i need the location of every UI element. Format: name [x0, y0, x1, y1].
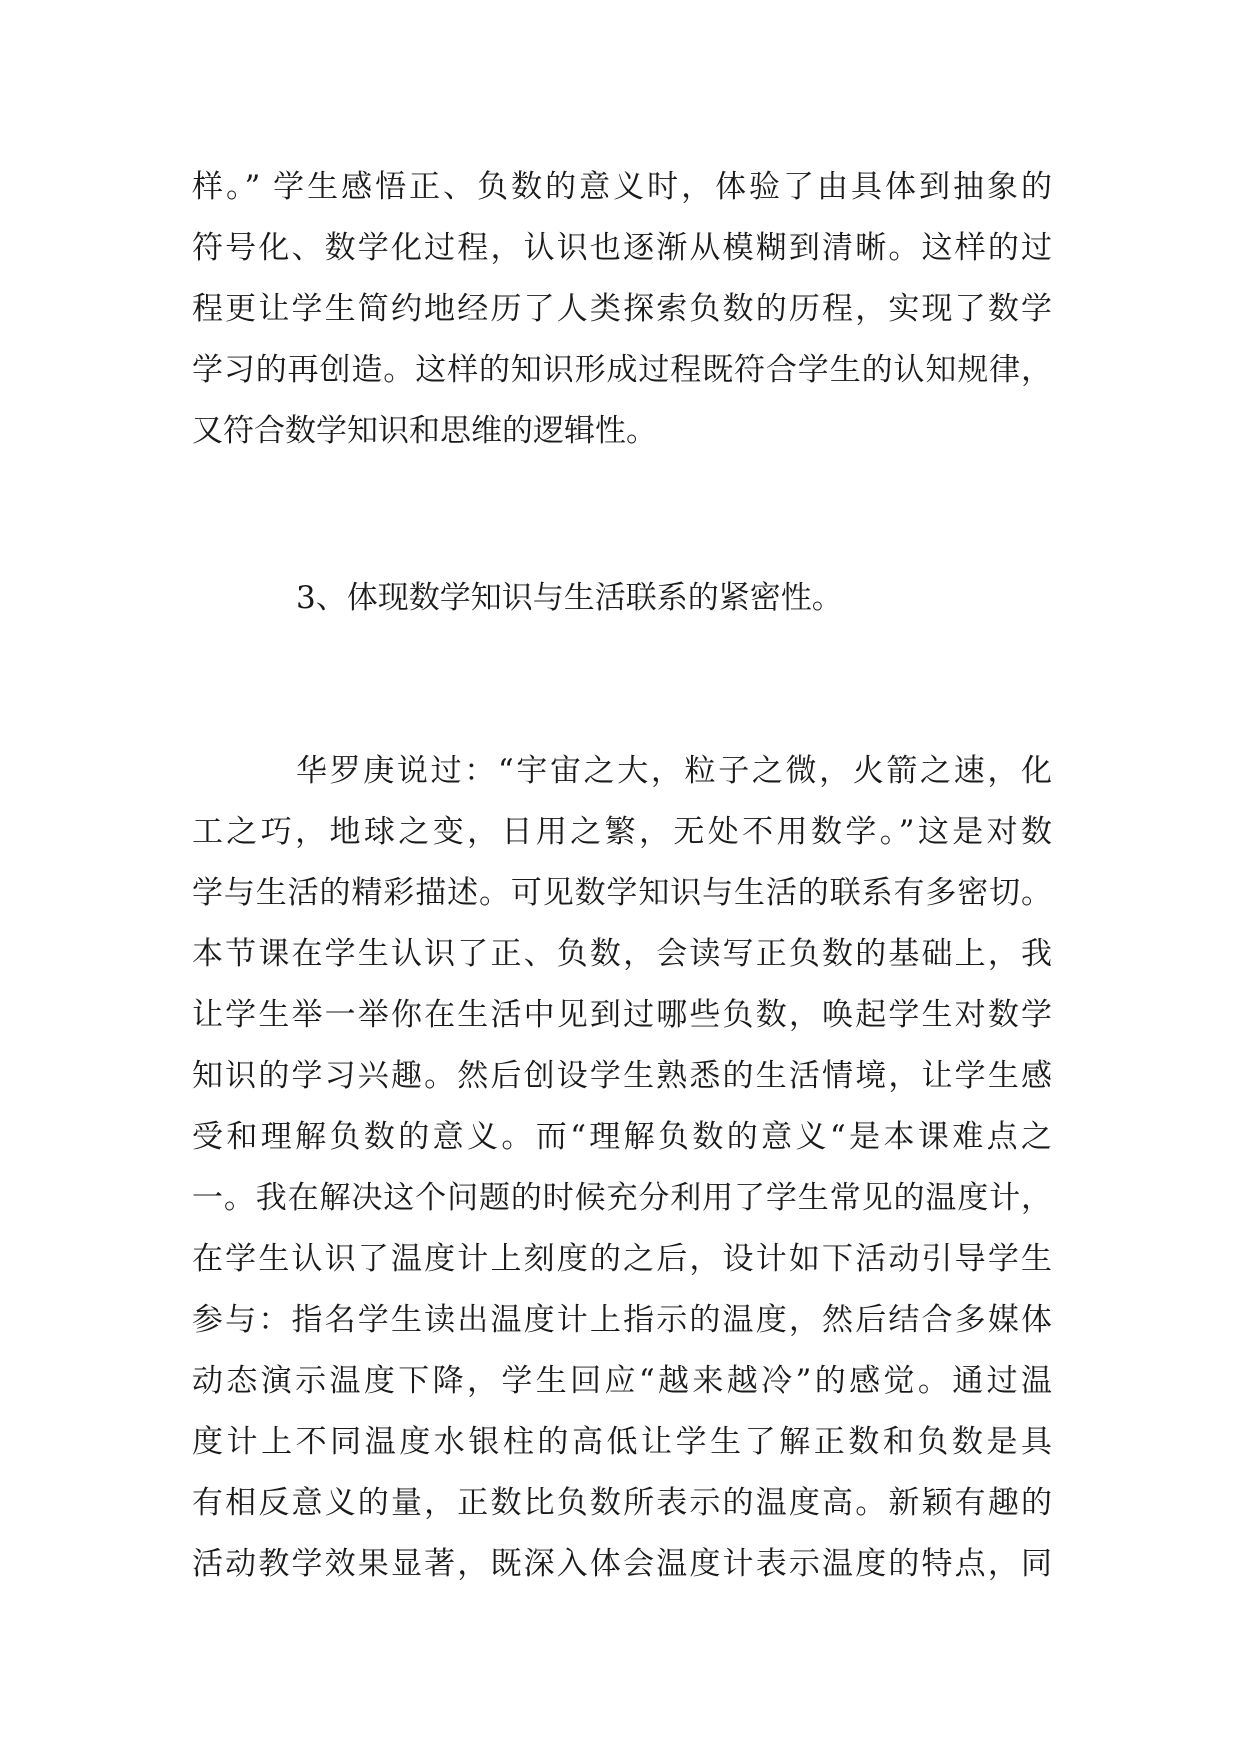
- paragraph-3: [192, 741, 1052, 1595]
- paragraph-3-line: 受和理解负数的意义。而“理解负数的意义“是本课难点之: [192, 1119, 1052, 1155]
- paragraph-3-line: 学与生活的精彩描述。可见数学知识与生活的联系有多密切。: [192, 875, 1052, 911]
- paragraph-3-line: 工之巧，地球之变，日用之繁，无处不用数学。”这是对数: [192, 814, 1052, 850]
- paragraph-3-line: 一。我在解决这个问题的时候充分利用了学生常见的温度计，: [192, 1180, 1052, 1216]
- paragraph-3-line: 在学生认识了温度计上刻度的之后，设计如下活动引导学生: [192, 1241, 1052, 1277]
- paragraph-1-line: 符号化、数学化过程，认识也逐渐从模糊到清晰。这样的过: [192, 230, 1052, 266]
- paragraph-3-line: 本节课在学生认识了正、负数，会读写正负数的基础上，我: [192, 936, 1052, 972]
- paragraph-1: [192, 157, 1052, 462]
- paragraph-3-line: 华罗庚说过：“宇宙之大，粒子之微，火箭之速，化: [296, 753, 1052, 789]
- paragraph-1-line: 样。” 学生感悟正、负数的意义时，体验了由具体到抽象的: [192, 169, 1052, 205]
- paragraph-3-line: 知识的学习兴趣。然后创设学生熟悉的生活情境，让学生感: [192, 1058, 1052, 1094]
- paragraph-3-line: 动态演示温度下降，学生回应“越来越冷”的感觉。通过温: [192, 1363, 1052, 1399]
- paragraph-1-line: 又符合数学知识和思维的逻辑性。: [192, 413, 657, 449]
- paragraph-3-line: 让学生举一举你在生活中见到过哪些负数，唤起学生对数学: [192, 997, 1052, 1033]
- paragraph-1-line: 程更让学生简约地经历了人类探索负数的历程，实现了数学: [192, 291, 1052, 327]
- section-heading-3: 3、体现数学知识与生活联系的紧密性。: [296, 580, 843, 616]
- paragraph-3-line: 度计上不同温度水银柱的高低让学生了解正数和负数是具: [192, 1424, 1052, 1460]
- paragraph-3-line: 活动教学效果显著，既深入体会温度计表示温度的特点，同: [192, 1546, 1052, 1582]
- paragraph-3-line: 有相反意义的量，正数比负数所表示的温度高。新颖有趣的: [192, 1485, 1052, 1521]
- paragraph-1-line: 学习的再创造。这样的知识形成过程既符合学生的认知规律，: [192, 352, 1052, 388]
- paragraph-3-line: 参与：指名学生读出温度计上指示的温度，然后结合多媒体: [192, 1302, 1052, 1338]
